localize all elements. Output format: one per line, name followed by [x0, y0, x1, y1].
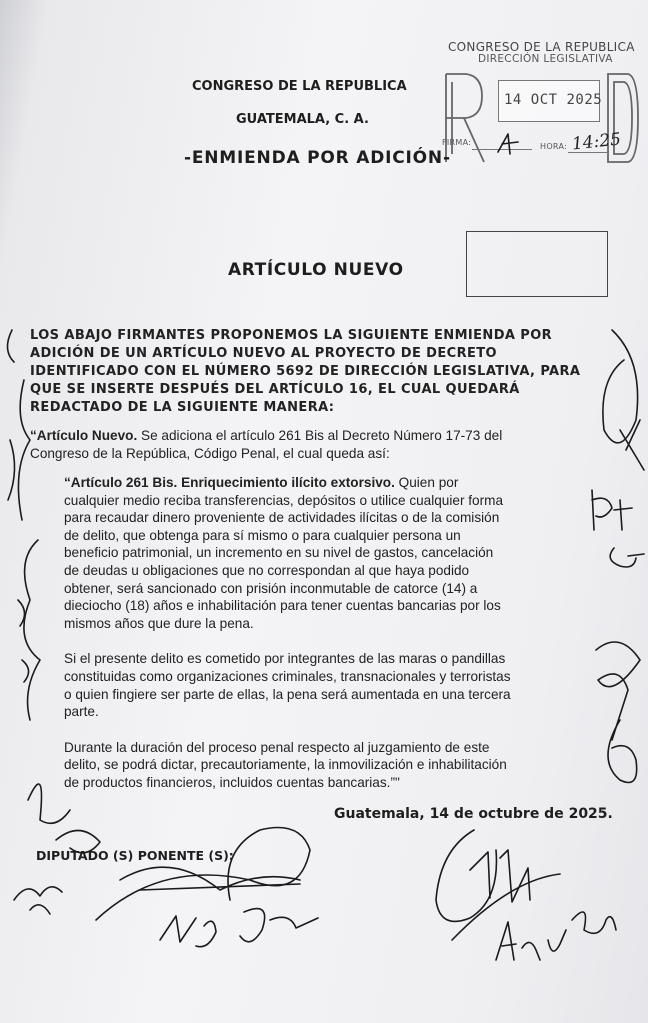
article-label: “Artículo Nuevo.: [30, 428, 138, 443]
paragraph-line: delito, se podrá dictar, precautoriamente, la inmovilización e inhabilitación: [64, 757, 507, 773]
paragraph-line: mismos años que dure la pena.: [64, 615, 254, 631]
signature-bottom-left: [14, 784, 318, 947]
paragraph-line: parte.: [64, 704, 99, 720]
paragraph-line: beneficio patrimonial, un incremento en su nivel de gastos, cancelación: [64, 545, 494, 561]
intro-line: IDENTIFICADO CON EL NÚMERO 5692 DE DIRECCIÓN LEGISLATIVA, PARA: [30, 364, 581, 379]
stamp-hora-label: HORA:: [540, 142, 568, 151]
article-text-1: Se adiciona el artículo 261 Bis al Decreto Número 17-73 del: [137, 428, 503, 443]
stamp-institution: CONGRESO DE LA REPUBLICA: [448, 40, 635, 54]
paragraph-line: constituidas como organizaciones criminales, transnacionales y terroristas: [64, 668, 511, 684]
paragraph-line: cualquier medio reciba transferencias, depósitos o utilice cualquier forma: [64, 492, 504, 508]
paragraph-line: Si el presente delito es cometido por integrantes de las maras o pandillas: [64, 651, 506, 667]
stamp-date: 14 OCT 2025: [504, 92, 603, 108]
intro-line: REDACTADO DE LA SIGUIENTE MANERA:: [30, 400, 335, 415]
article-261-label: “Artículo 261 Bis. Enriquecimiento ilícito extorsivo.: [64, 475, 395, 490]
article-261-line-1: Quien por: [394, 475, 459, 490]
intro-line: LOS ABAJO FIRMANTES PROPONEMOS LA SIGUIENTE ENMIENDA POR: [30, 328, 553, 343]
paragraph-line: para recaudar dinero proveniente de actividades ilícitas o de la comisión: [64, 510, 500, 526]
paragraph-line: de productos financieros, incluidos cuentas bancarias.”": [64, 774, 400, 790]
stamp-department: DIRECCIÓN LEGISLATIVA: [478, 53, 613, 65]
header-guatemala: GUATEMALA, C. A.: [236, 112, 369, 127]
article-text-2: Congreso de la República, Código Penal, el cual queda así:: [30, 445, 390, 461]
document-title: -ENMIENDA POR ADICIÓN-: [184, 148, 451, 168]
paragraph-line: de deudas u obligaciones que no correspondan al que haya podido: [64, 562, 470, 578]
stamp-hora-value: 14:25: [571, 129, 622, 155]
paragraph-line: de delito, que obtenga para sí mismo o para cualquier persona un: [64, 527, 461, 543]
stamp-firma-label: FIRMA:: [442, 138, 472, 147]
signature-bottom-right: [436, 830, 616, 960]
header-congress: CONGRESO DE LA REPUBLICA: [192, 79, 407, 94]
signature-right-margin: [592, 330, 644, 783]
place-date: Guatemala, 14 de octubre de 2025.: [334, 806, 613, 822]
intro-line: QUE SE INSERTE DESPUÉS DEL ARTÍCULO 16, EL CUAL QUEDARÁ: [30, 382, 520, 397]
paragraph-line: Durante la duración del proceso penal respecto al juzgamiento de este: [64, 739, 490, 755]
paragraph-line: o quien fingiere ser parte de ellas, la pena será aumentada en una tercera: [64, 686, 511, 702]
document-subtitle: ARTÍCULO NUEVO: [228, 260, 404, 280]
signers-label: DIPUTADO (S) PONENTE (S):: [36, 848, 234, 863]
intro-line: ADICIÓN DE UN ARTÍCULO NUEVO AL PROYECTO DE DECRETO: [30, 346, 497, 361]
paragraph-line: obtener, será sancionado con prisión inconmutable de catorce (14) a: [64, 580, 478, 596]
paragraph-line: dieciocho (18) años e inhabilitación para tener cuentas bancarias por los: [64, 598, 501, 614]
signature-left-margin: [7, 330, 40, 720]
